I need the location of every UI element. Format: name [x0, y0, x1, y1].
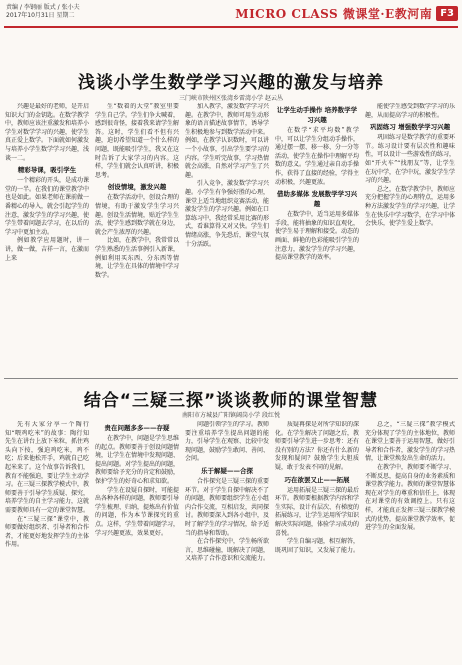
article2-column-2 [95, 421, 179, 661]
paragraph: 运用拓展是三疑三探的最后环节。教师要根据教学内容和学生实际，设计有层次、有梯度的拓展练习，让学生运用所学知识解决实际问题，体验学习成功的喜悦。 [275, 486, 359, 537]
paragraph: 比如，在教学中，我常常以学生熟悉的生活事例引入新课，例如利用买东西、分东西等情境，让学生在具体的情境中学习数学。 [95, 237, 179, 279]
paragraph: 在数学活动中，创设合理的情境，有助于激发学生学习兴趣。创设生活情境，贴近学生生活，使学生感到数学就在身边，就会产生浓厚的兴趣。 [95, 194, 179, 236]
paragraph: 生“数着的大堂”教室里要学生自己学。学生们争大喊着，感到很奇怪，接着我来请学生解答。这时，学生们看不但有兴趣，迫切希望知道一个什么样的问题，既能吸引学生，我又在这时告诉了大家学习的内容。这样，学生们就会认真听讲，积极思考。 [95, 103, 179, 179]
subheading: 乐于解疑——合探 [201, 466, 253, 475]
subheading: 贵在问题多多——存疑 [104, 424, 170, 432]
article1-column-2 [95, 103, 179, 373]
subheading: 借助多媒体 发展数学学习兴趣 [276, 190, 358, 209]
article2-column-5 [365, 421, 455, 661]
header-meta [6, 4, 126, 20]
subheading: 创设情境，激发兴趣 [107, 183, 167, 192]
article2-column-3 [185, 421, 269, 661]
page-number: F3 [436, 6, 458, 21]
header-rule [4, 26, 458, 28]
paragraph: 兴趣是最好的老师，是开启知识大门的金钥匙。在数学教学中，教师应该注重激发和培养小学生对数学学习的兴趣，使学生真正爱上数学。下面就如何激发与培养小学生数学学习兴趣，浅谈一二。 [5, 103, 89, 162]
article2-title: 结合“三疑三探”谈谈教师的课堂智慧 [83, 391, 379, 411]
article1-column-1 [5, 103, 89, 373]
paragraph: 巩固练习是数学教学的重要环节。练习设计要有层次性和趣味性，可以设计一些游戏性的练习，如“开火车”“找朋友”等，让学生在玩中学，在学中玩，激发学生学习的兴趣。 [365, 134, 455, 185]
editor-credit: 责编 / 李钢丽 版式 / 张小夫 [6, 4, 80, 11]
paragraph: 学生自编习题，相互解答，既巩固了知识，又发展了能力。 [275, 538, 359, 554]
article2-column-1 [5, 421, 89, 661]
article1-byline: 三门峡市陕州区张湾乡雷湾小学 赵云丛 [179, 95, 283, 102]
paragraph: 加入教学，激发数学学习兴趣。在教学中，教师可用生动形象的语言描述故事情节，诱导学生积极地参与到数学活动中来。例如，在教学认识数时，可以讲一个小故事，引出学生要学习的内容。学生听完故事，学习热情就会高涨，自然对学习产生了兴趣。 [185, 103, 269, 179]
page-header [0, 0, 462, 36]
paragraph: 一个精彩的开头，是成功课堂的一半。在我们的课堂教学中也是如此。如果老师在课前做一番精心的导入，就会引起学生的注意，激发学生的学习兴趣，使学生带着问题去学习，在以后的学习中更加主动。 [5, 177, 89, 236]
paragraph: 在教学中，问题是学生思维的起点。教师要善于创设问题情境，让学生在情境中发现问题、提出问题。对学生提出的问题，教师要给予充分的肯定和鼓励，保护学生的好奇心和求知欲。 [95, 435, 179, 485]
article2-byline: 南阳市方城县广阳镇阔岗小学 段红悦 [182, 412, 280, 419]
paragraph: 学生在设疑自探时，可能提出各种各样的问题，教师要引导学生梳理、归纳，提炼出有价值的问题，作为本节课探究的重点。这样，学生带着问题学习，学习兴趣更浓，效果更好。 [95, 486, 179, 537]
section-brand: MICRO CLASS 微课堂·E教河南 [235, 6, 433, 21]
paragraph: 在合作探究中，学生畅所欲言，思维碰撞，既解决了问题，又培养了合作意识和交流能力。 [185, 538, 269, 563]
paragraph: 问题引领学生的学习。教师要注重培养学生提出问题的能力，引导学生在观察、比较中发现问题，鼓励学生敢问、善问、会问。 [185, 421, 269, 463]
paragraph: 质疑再探是对所学知识的深化。在学生解决了问题之后，教师要引导学生进一步思考：还有没有别的方法？你还有什么新的发现和疑问？鼓励学生大胆质疑，敢于发表不同的见解。 [275, 421, 359, 471]
article1-column-3 [185, 103, 269, 373]
paragraph: 能使学生感受到数学学习的乐趣，从而提高学习的积极性。 [365, 103, 455, 119]
subheading: 巩固练习 增强数学学习兴趣 [369, 123, 451, 132]
paragraph: 总之，“三疑三探”教学模式充分体现了学生的主体地位，教师在课堂上要善于运用智慧，做好引导者和合作者，激发学生的学习热情，让课堂焕发出生命的活力。 [365, 421, 455, 463]
article1-column-4 [275, 103, 359, 373]
issue-date: 2017年10月31日 星期二 [6, 12, 75, 19]
article1-title: 浅谈小学生数学学习兴趣的激发与培养 [78, 73, 384, 93]
article-separator [4, 378, 458, 379]
article1-column-5 [365, 103, 455, 373]
paragraph: 合作探究是三疑三探的重要环节。对于学生自探中解决不了的问题，教师要组织学生在小组内合作交流，互相启发，共同探讨。教师要深入到各小组中，及时了解学生的学习情况，给予适当的指导和帮助。 [185, 477, 269, 537]
subheading: 让学生动手操作 培养数学学习兴趣 [276, 106, 358, 124]
article2-column-4 [275, 421, 359, 661]
paragraph: 总之，在数学教学中，教师应充分把握学生的心理特点，运用多种方法激发学生的学习兴趣，让学生在快乐中学习数学，在学习中体会快乐，使学生爱上数学。 [365, 185, 455, 228]
header-brand-block [235, 3, 458, 23]
paragraph: 在数学“求平均数”教学中，可以让学生分组动手操作，通过摆一摆、移一移、分一分等活动，使学生在操作中理解平均数的意义。学生通过亲自动手操作，获得了直接的经验，学得主动积极，兴趣更浓。 [275, 127, 359, 186]
subheading: 巧在欲罢又止——拓展 [284, 475, 350, 484]
paragraph: 引入竞争，激发数学学习兴趣。小学生有争强好胜的心理，课堂上适当地组织竞赛活动，能激发学生的学习兴趣。例如在口算练习中，我经常采用比赛的形式，看谁算得又对又快。学生们情绪高涨，争先恐后，课堂气氛十分活跃。 [185, 180, 269, 248]
paragraph: 在数学中，适当运用多媒体手段，能将抽象的知识直观化，使学生易于理解和接受。动态的画面、鲜艳的色彩能吸引学生的注意力，激发学生的学习兴趣，提高课堂教学的效率。 [275, 211, 359, 262]
paragraph: 在教学中，教师要不断学习、不断反思，提高自身的业务素质和课堂教学能力。教师的课堂智慧体现在对学生的尊重和信任上，体现在对课堂的有效调控上。只有这样，才能真正发挥三疑三探教学模式的优势，提高课堂教学效率，促进学生的全面发展。 [365, 463, 455, 532]
subheading: 精彩导课，吸引学生 [17, 166, 77, 175]
paragraph: 先有大家分享一个陶行知“喂鸡吃米”的故事：陶行知先生在讲台上放下米粒，抓住鸡头向下按，强迫鸡吃米，鸡不吃；后来他松开手，鸡就自己吃起米来了。这个故事告诉我们，教育不能强迫，要让学生主动学习。在三疑三探教学模式中，教师要善于引导学生质疑、探究，培养学生的自主学习能力，这就需要教师具有一定的课堂智慧。 [5, 421, 89, 514]
paragraph: 例如教学应用题时，讲一讲，做一做，吉祥一言，在激而上来 [5, 237, 89, 262]
paragraph: 在“三疑三探”课堂中，教师要做好组织者、引导者和合作者，才能更好地发挥学生的主体作用。 [5, 515, 89, 549]
